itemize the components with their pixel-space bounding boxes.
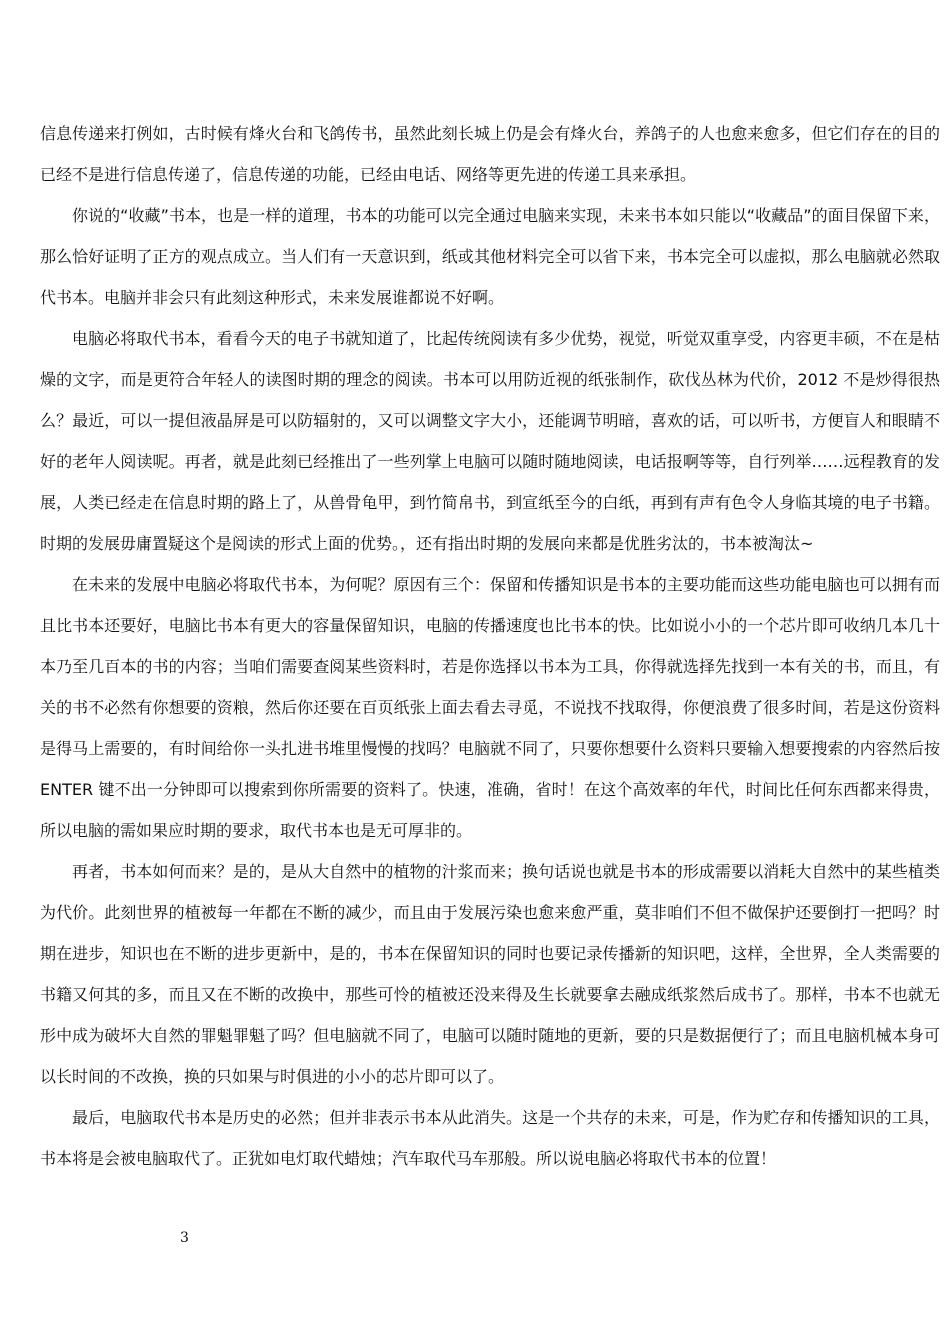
paragraph-2: 你说的“收藏”书本，也是一样的道理，书本的功能可以完全通过电脑来实现，未来书本如只能以“收藏品”的面目保留下来，那么恰好证明了正方的观点成立。当人们有一天意识到，纸或其他材料完全可以省下来，书本完全可以虚拟，那么电脑就必然取代书本。电脑并非会只有此刻这种形式，未来发展谁都说不好啊。	[40, 206, 940, 307]
paragraph-1: 信息传递来打例如，古时候有烽火台和飞鸽传书，虽然此刻长城上仍是会有烽火台，养鸽子的人也愈来愈多，但它们存在的目的已经不是进行信息传递了，信息传递的功能，已经由电话、网络等更先进的传递工具来承担。	[40, 124, 940, 184]
page-number: 3	[180, 1230, 189, 1246]
paragraph-3: 电脑必将取代书本，看看今天的电子书就知道了，比起传统阅读有多少优势，视觉，听觉双重享受，内容更丰硕，不在是枯燥的文字，而是更符合年轻人的读图时期的理念的阅读。书本可以用防近视的纸张制作，砍伐丛林为代价，2012 不是炒得很热么？最近，可以一提但液晶屏是可以防辐射的，又可以调整文字大小，还能调节明暗，喜欢的话，可以听书，方便盲人和眼睛不好的老年人阅读呢。再者，就是此刻已经推出了一些列掌上电脑可以随时随地阅读，电话报啊等等，自行列举……远程教育的发展，人类已经走在信息时期的路上了，从兽骨龟甲，到竹简帛书，到宣纸至今的白纸，再到有声有色令人身临其境的电子书籍。时期的发展毋庸置疑这个是阅读的形式上面的优势。，还有指出时期的发展向来都是优胜劣汰的，书本被淘汰~	[40, 329, 940, 553]
paragraph-5: 再者，书本如何而来？是的，是从大自然中的植物的汁浆而来；换句话说也就是书本的形成需要以消耗大自然中的某些植类为代价。此刻世界的植被每一年都在不断的减少，而且由于发展污染也愈来愈严重，莫非咱们不但不做保护还要倒打一把吗？时期在进步，知识也在不断的进步更新中，是的，书本在保留知识的同时也要记录传播新的知识吧，这样，全世界，全人类需要的书籍又何其的多，而且又在不断的改换中，那些可怜的植被还没来得及生长就要拿去融成纸浆然后成书了。那样，书本不也就无形中成为破坏大自然的罪魁罪魁了吗？但电脑就不同了，电脑可以随时随地的更新，要的只是数据便行了；而且电脑机械本身可以长时间的不改换，换的只如果与时俱进的小小的芯片即可以了。	[40, 862, 940, 1086]
paragraph-6: 最后，电脑取代书本是历史的必然；但并非表示书本从此消失。这是一个共存的未来，可是，作为贮存和传播知识的工具，书本将是会被电脑取代了。正犹如电灯取代蜡烛；汽车取代马车那般。所以说电脑必将取代书本的位置！	[40, 1108, 940, 1168]
paragraph-4: 在未来的发展中电脑必将取代书本，为何呢？原因有三个：保留和传播知识是书本的主要功能而这些功能电脑也可以拥有而且比书本还要好，电脑比书本有更大的容量保留知识，电脑的传播速度也比书本的快。比如说小小的一个芯片即可收纳几本几十本乃至几百本的书的内容；当咱们需要查阅某些资料时，若是你选择以书本为工具，你得就选择先找到一本有关的书，而且，有关的书不必然有你想要的资粮，然后你还要在百页纸张上面去看去寻觅，不说找不找取得，你便浪费了很多时间，若是这份资料是得马上需要的，有时间给你一头扎进书堆里慢慢的找吗？电脑就不同了，只要你想要什么资料只要输入想要搜索的内容然后按 ENTER 键不出一分钟即可以搜索到你所需要的资料了。快速，准确，省时！在这个高效率的年代，时间比任何东西都来得贵，所以电脑的需如果应时期的要求，取代书本也是无可厚非的。	[40, 575, 940, 840]
document-body	[40, 113, 940, 1179]
